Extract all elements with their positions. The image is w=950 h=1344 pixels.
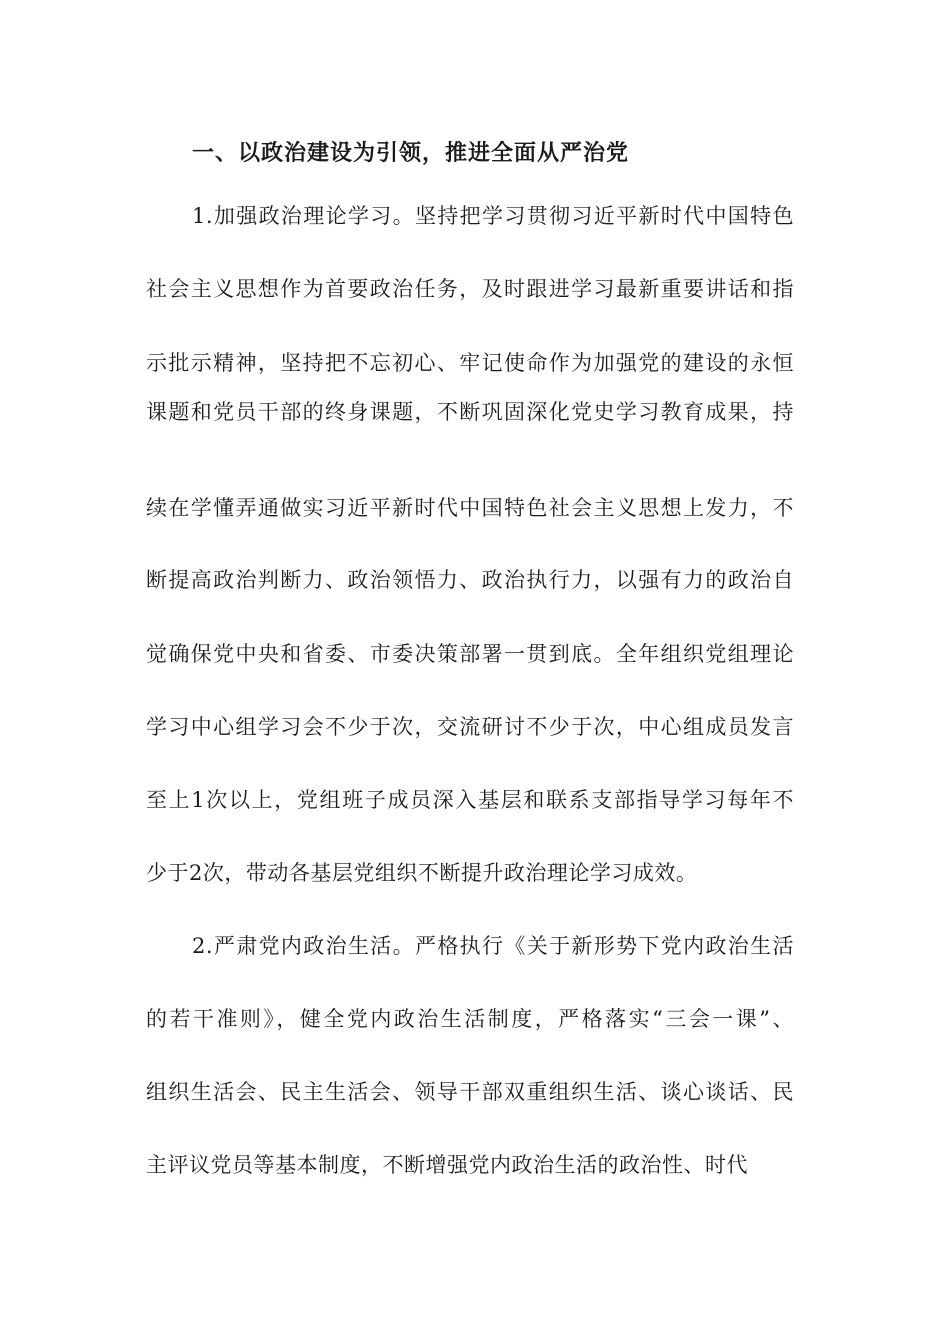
paragraph-line: 示批示精神，坚持把不忘初心、牢记使命作为加强党的建设的永恒 xyxy=(146,351,794,375)
paragraph-line: 觉确保党中央和省委、市委决策部署一贯到底。全年组织党组理论 xyxy=(146,642,794,666)
paragraph-line: 主评议党员等基本制度，不断增强党内政治生活的政治性、时代 xyxy=(146,1153,748,1177)
paragraph-line: 的若干准则》，健全党内政治生活制度，严格落实“三会一课”、 xyxy=(146,1007,794,1031)
paragraph-line: 至上1次以上，党组班子成员深入基层和联系支部指导学习每年不 xyxy=(146,788,794,812)
paragraph-line: 2.严肃党内政治生活。严格执行《关于新形势下党内政治生活 xyxy=(192,934,794,958)
paragraph-line: 组织生活会、民主生活会、领导干部双重组织生活、谈心谈话、民 xyxy=(146,1080,794,1104)
paragraph-line: 社会主义思想作为首要政治任务，及时跟进学习最新重要讲话和指 xyxy=(146,277,794,301)
paragraph-line: 续在学懂弄通做实习近平新时代中国特色社会主义思想上发力，不 xyxy=(146,496,794,520)
paragraph-line: 少于2次，带动各基层党组织不断提升政治理论学习成效。 xyxy=(146,861,698,885)
paragraph-line: 断提高政治判断力、政治领悟力、政治执行力，以强有力的政治自 xyxy=(146,568,794,592)
paragraph-line: 1.加强政治理论学习。坚持把学习贯彻习近平新时代中国特色 xyxy=(192,204,794,228)
paragraph-line: 课题和党员干部的终身课题，不断巩固深化党史学习教育成果，持 xyxy=(146,400,794,424)
paragraph-line: 学习中心组学习会不少于次，交流研讨不少于次，中心组成员发言 xyxy=(146,715,794,739)
section-heading: 一、以政治建设为引领，推进全面从严治党 xyxy=(192,140,630,166)
